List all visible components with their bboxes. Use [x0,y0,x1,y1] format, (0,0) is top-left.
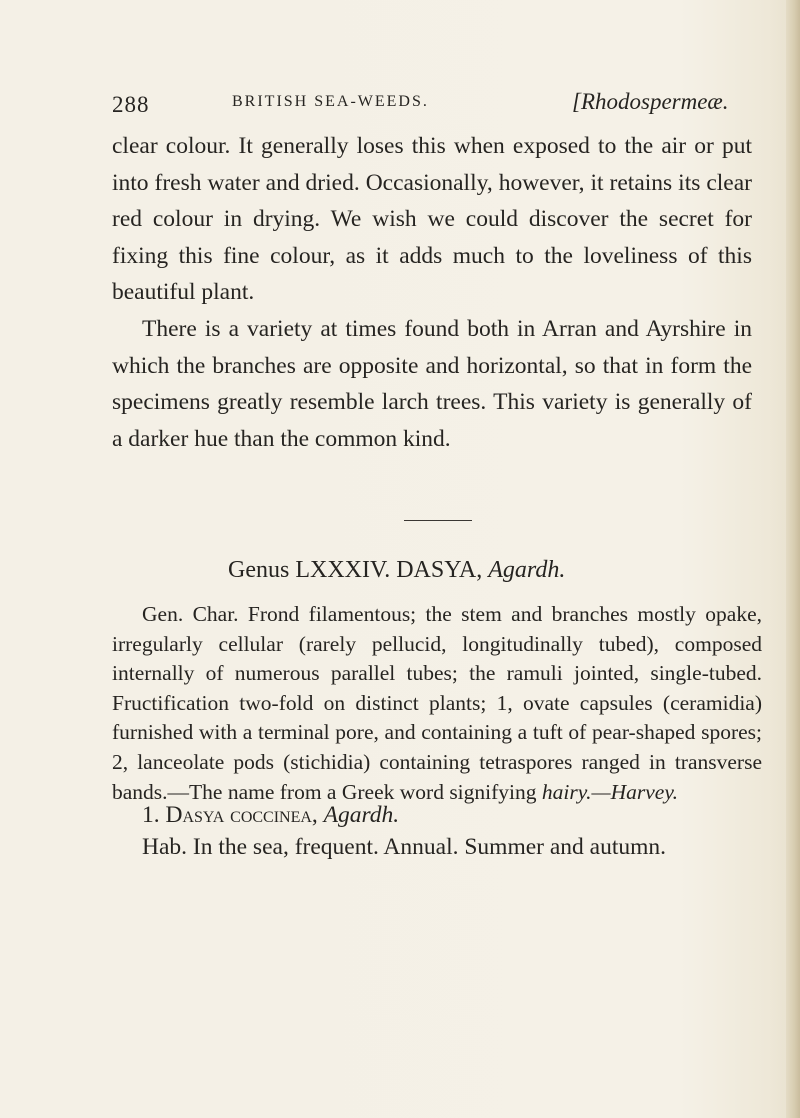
hairy-word: hairy [541,779,587,804]
generic-character-text: Gen. Char. Frond filamentous; the stem and branches mostly opake, irregularly cellular (rarely pellucid, longitudinally tubed), composed internally of numerous parallel tubes; the ramuli jointed, single-tubed. Fructification two-fold on distinct plants; 1, ovate capsules (ceramidia) furnished with a terminal pore, and containing a tuft of pear-shaped spores; 2, lanceolate pods (stichidia) containing tetraspores ranged in transverse bands.—The name from a Greek word signifying hairy.—Harvey. [112,602,762,804]
genus-heading [228,555,565,585]
species-authority: Agardh. [323,802,400,828]
running-title: BRITISH SEA-WEEDS. [232,93,429,110]
paragraph-2: There is a variety at times found both in Arran and Ayrshire in which the branches are opposite and horizontal, so that in form the specimens greatly resemble larch trees. This variety is generally of a darker hue than the common kind. [112,315,752,452]
page-number: 288 [112,92,150,117]
genus-title: Genus LXXXIV. DASYA, [228,557,483,583]
section-title: [Rhodospermeæ. [572,89,729,114]
page-edge [786,0,800,1118]
running-header [112,84,752,120]
genus-authority: Agardh. [488,557,566,583]
species-heading [142,800,399,830]
habitat-line: Hab. In the sea, frequent. Annual. Summer and autumn. [142,834,667,860]
section-divider [404,520,472,521]
paragraph-1: clear colour. It generally loses this when exposed to the air or put into fresh water and dried. Occasionally, however, it retains its clear red colour in drying. We wish we could discover the secret for fixing this fine colour, as it adds much to the loveliness of this beautiful plant. [112,133,752,306]
harvey-citation: .—Harvey. [586,779,679,804]
species-number: 1. [142,802,160,828]
species-epithet: coccinea, [230,802,318,828]
body-text [112,128,752,457]
generic-character [112,600,762,807]
species-genus: Dasya [165,802,225,828]
